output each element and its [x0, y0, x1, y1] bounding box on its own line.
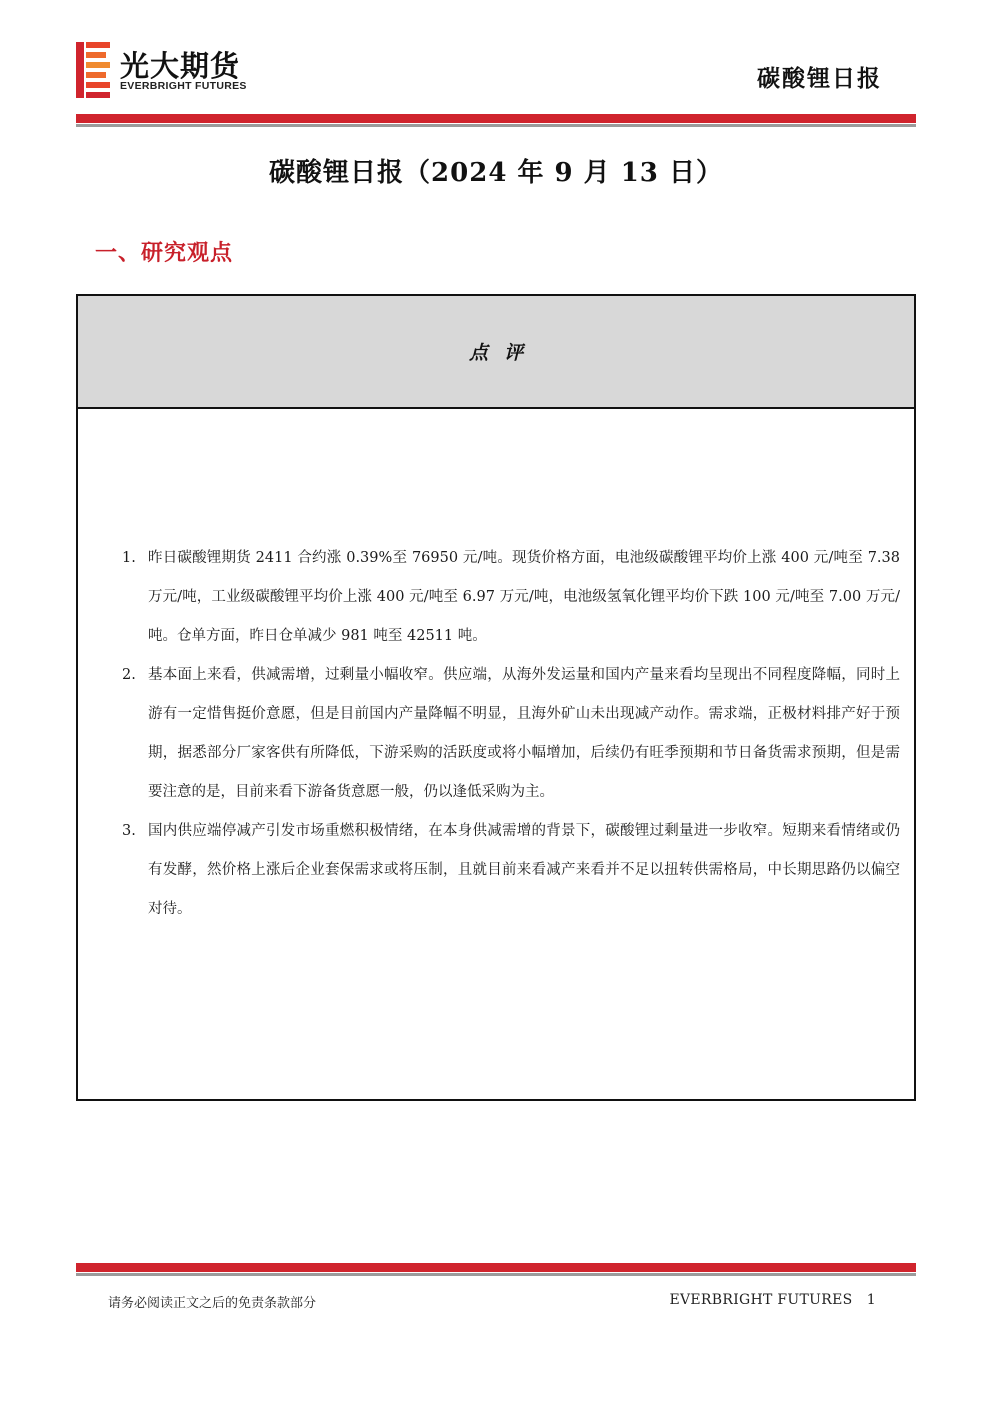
commentary-box-header [78, 296, 914, 409]
point-text: 国内供应端停减产引发市场重燃积极情绪，在本身供减需增的背景下，碳酸锂过剩量进一步收窄。短期来看情绪或仍有发酵，然价格上涨后企业套保需求或将压制，且就目前来看减产来看并不足以扭转供需格局，中长期思路仍以偏空对待。 [148, 823, 900, 917]
report-name: 碳酸锂日报 [757, 65, 882, 92]
header-grey-rule [76, 124, 916, 127]
footer-grey-rule [76, 1273, 916, 1276]
point-number: 3. [122, 823, 136, 839]
everbright-logo-icon [76, 42, 112, 98]
logo-text-en: EVERBRIGHT FUTURES [120, 80, 247, 92]
commentary-points [78, 539, 914, 929]
point-number: 2. [122, 667, 136, 683]
document-title: 碳酸锂日报（2024 年 9 月 13 日） [269, 158, 723, 188]
footer-disclaimer: 请务必阅读正文之后的免责条款部分 [108, 1296, 317, 1311]
section-heading: 一、研究观点 [95, 240, 234, 266]
point-text: 昨日碳酸锂期货 2411 合约涨 0.39%至 76950 元/吨。现货价格方面，电池级碳酸锂平均价上涨 400 元/吨至 7.38 万元/吨，工业级碳酸锂平均价上涨 400 元/吨至 6.97 万元/吨，电池级氢氧化锂平均价下跌 100 元/吨至 7.00 万元/吨。仓单方面，昨日仓单减少 981 吨至 42511 吨。 [148, 550, 900, 644]
commentary-point [78, 656, 914, 812]
footer-brand-page [669, 1292, 876, 1308]
company-logo [76, 42, 286, 98]
point-text: 基本面上来看，供减需增，过剩量小幅收窄。供应端，从海外发运量和国内产量来看均呈现出不同程度降幅，同时上游有一定惜售挺价意愿，但是目前国内产量降幅不明显，且海外矿山未出现减产动作。需求端，正极材料排产好于预期，据悉部分厂家客供有所降低，下游采购的活跃度或将小幅增加，后续仍有旺季预期和节日备货需求预期，但是需要注意的是，目前来看下游备货意愿一般，仍以逢低采购为主。 [148, 667, 900, 800]
footer-red-rule [76, 1263, 916, 1272]
header-red-rule [76, 114, 916, 123]
page-number: 1 [866, 1292, 876, 1308]
commentary-point [78, 812, 914, 929]
footer-brand: EVERBRIGHT FUTURES [669, 1292, 853, 1308]
logo-text-cn: 光大期货 [120, 49, 241, 83]
commentary-point [78, 539, 914, 656]
point-number: 1. [122, 550, 136, 566]
commentary-box [76, 294, 916, 1101]
commentary-header-label: 点评 [468, 342, 539, 364]
